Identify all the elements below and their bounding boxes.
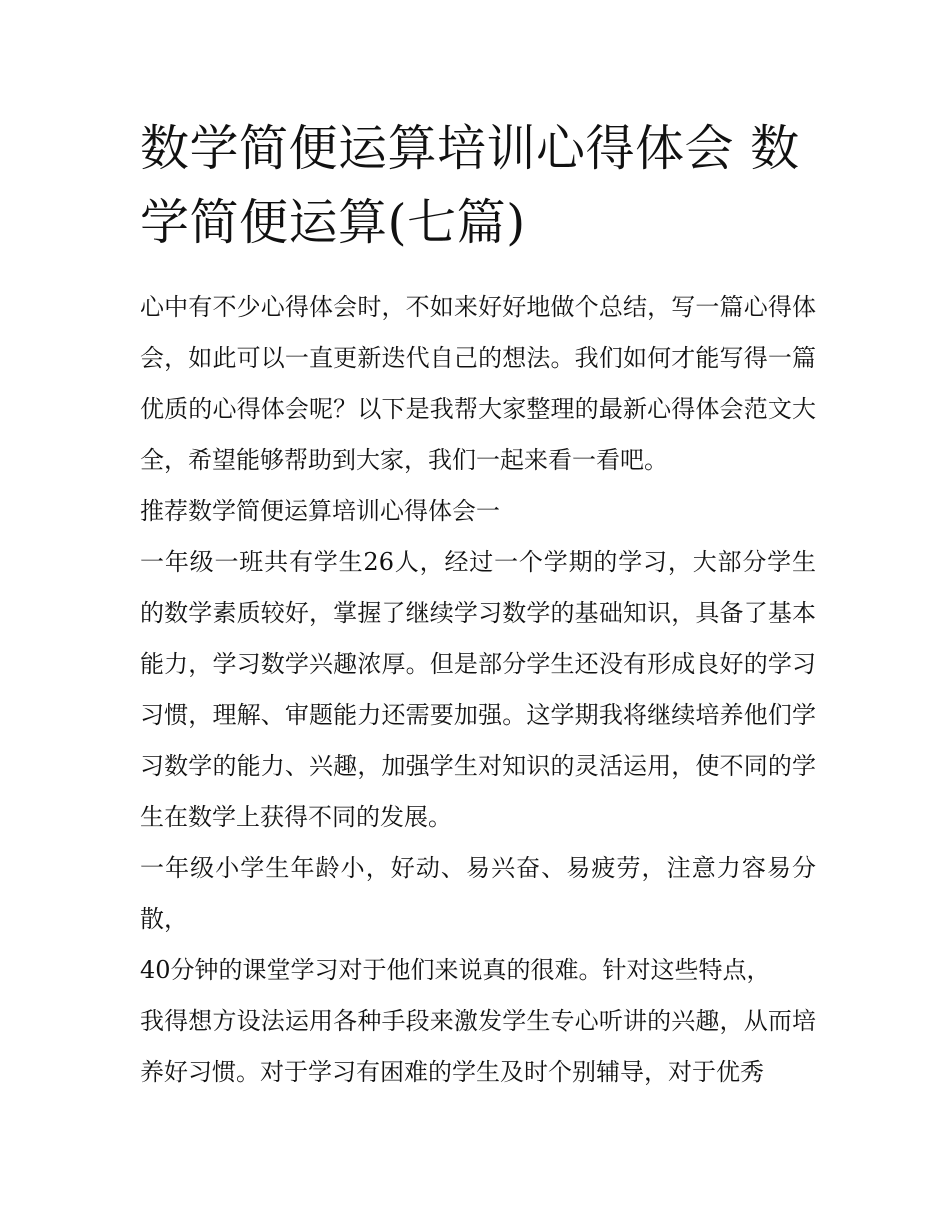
paragraph-class-overview: 一年级一班共有学生26人，经过一个学期的学习，大部分学生的数学素质较好，掌握了继续学习数学的基础知识，具备了基本能力，学习数学兴趣浓厚。但是部分学生还没有形成良好的学习习惯，理解、审题能力还需要加强。这学期我将继续培养他们学习数学的能力、兴趣，加强学生对知识的灵活运用，使不同的学生在数学上获得不同的发展。	[140, 548, 816, 831]
document-page	[140, 112, 816, 1098]
paragraph-teaching-methods: 我得想方设法运用各种手段来激发学生专心听讲的兴趣，从而培养好习惯。对于学习有困难的学生及时个别辅导，对于优秀	[140, 1007, 816, 1086]
section-heading: 推荐数学简便运算培训心得体会一	[140, 497, 500, 525]
paragraph-intro: 心中有不少心得体会时，不如来好好地做个总结，写一篇心得体会，如此可以一直更新迭代自己的想法。我们如何才能写得一篇优质的心得体会呢？以下是我帮大家整理的最新心得体会范文大全，希望能够帮助到大家，我们一起来看一看吧。	[140, 293, 816, 474]
document-body	[140, 282, 816, 1098]
document-title: 数学简便运算培训心得体会 数学简便运算(七篇)	[140, 120, 800, 251]
paragraph-student-traits: 一年级小学生年龄小，好动、易兴奋、易疲劳，注意力容易分散，	[140, 854, 816, 933]
paragraph-class-time: 40分钟的课堂学习对于他们来说真的很难。针对这些特点，	[140, 956, 771, 984]
